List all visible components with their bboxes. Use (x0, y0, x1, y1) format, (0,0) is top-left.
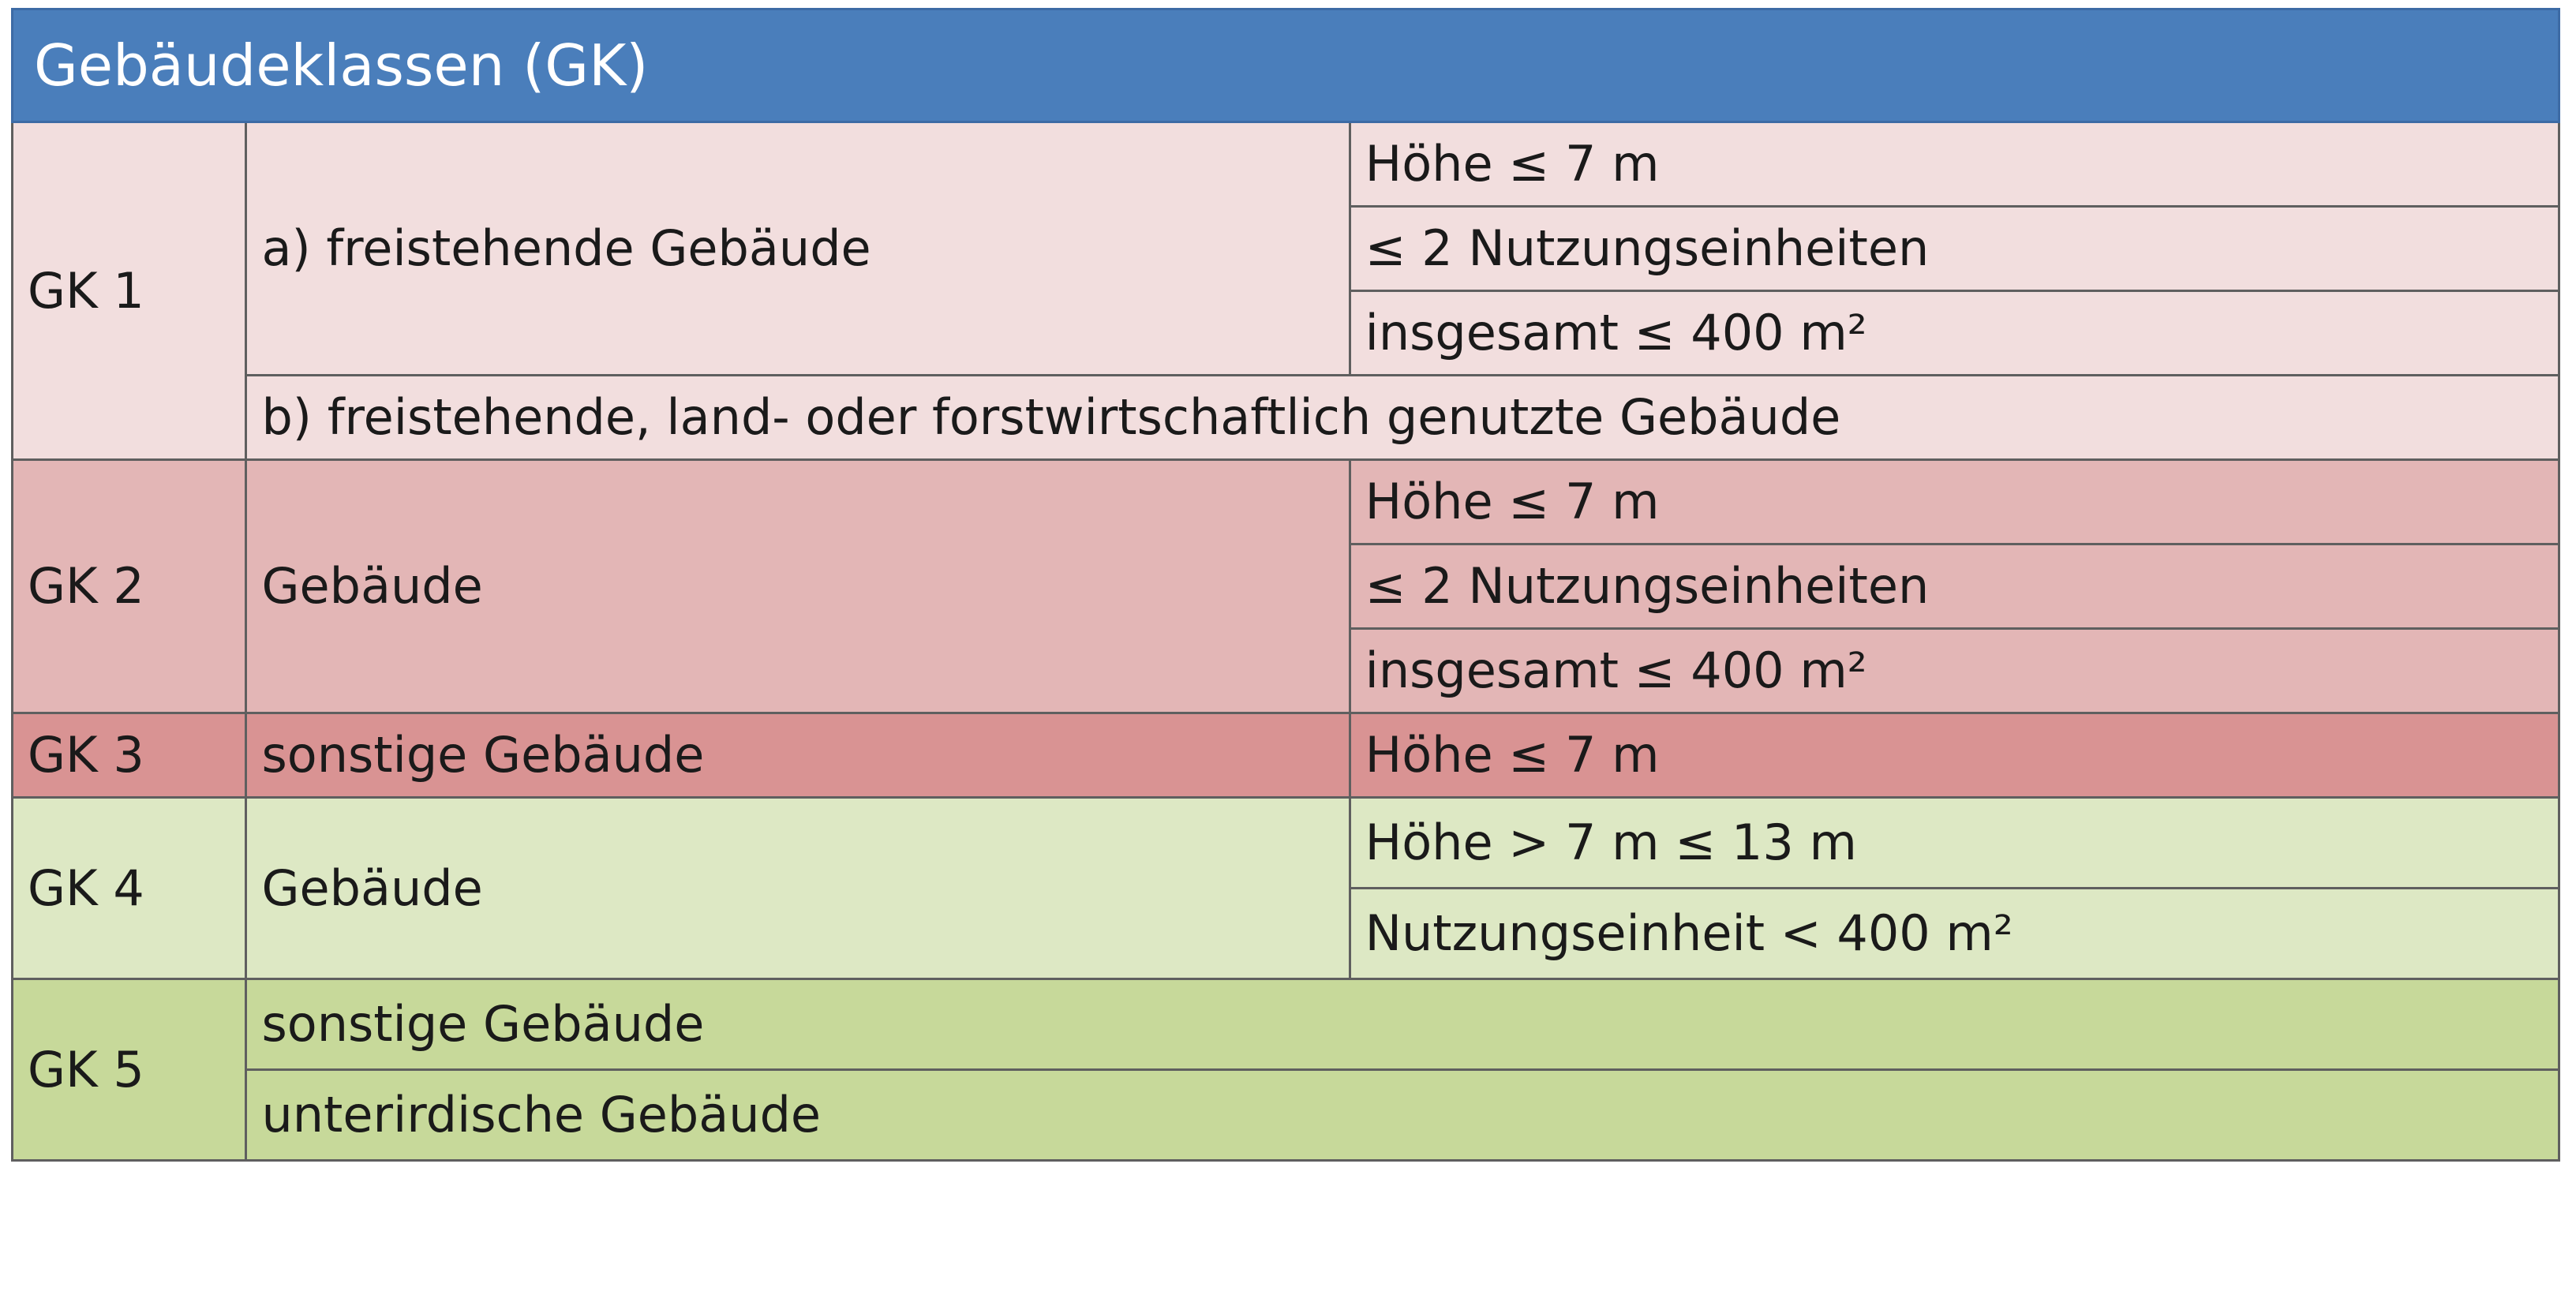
table-row (13, 122, 2559, 207)
gk2-criterion-3: insgesamt ≤ 400 m² (1350, 629, 2559, 713)
gk2-criterion-1: Höhe ≤ 7 m (1350, 460, 2559, 544)
table-row (13, 979, 2559, 1070)
gebaeudeklassen-table (11, 8, 2560, 1162)
page-title: Gebäudeklassen (GK) (13, 9, 2559, 122)
gk4-criterion-1: Höhe > 7 m ≤ 13 m (1350, 798, 2559, 889)
gk4-criterion-2: Nutzungseinheit < 400 m² (1350, 889, 2559, 979)
gk2-description: Gebäude (246, 460, 1350, 713)
gk1-description-a: a) freistehende Gebäude (246, 122, 1350, 376)
gk3-description: sonstige Gebäude (246, 713, 1350, 798)
gk1-criterion-3: insgesamt ≤ 400 m² (1350, 291, 2559, 376)
gk3-label: GK 3 (13, 713, 246, 798)
gk1-label: GK 1 (13, 122, 246, 460)
gk2-criterion-2: ≤ 2 Nutzungseinheiten (1350, 544, 2559, 629)
gk2-label: GK 2 (13, 460, 246, 713)
table-row (13, 1070, 2559, 1161)
table-row (13, 376, 2559, 460)
table-row (13, 460, 2559, 544)
gk4-description: Gebäude (246, 798, 1350, 979)
table-row (13, 713, 2559, 798)
table-header-row (13, 9, 2559, 122)
gk1-description-b: b) freistehende, land- oder forstwirtschaftlich genutzte Gebäude (246, 376, 2559, 460)
table-row (13, 798, 2559, 889)
gk1-criterion-2: ≤ 2 Nutzungseinheiten (1350, 207, 2559, 291)
gk5-label: GK 5 (13, 979, 246, 1161)
gk3-criterion-1: Höhe ≤ 7 m (1350, 713, 2559, 798)
gebaeudeklassen-table-container (0, 8, 2576, 1291)
gk1-criterion-1: Höhe ≤ 7 m (1350, 122, 2559, 207)
gk5-description-1: sonstige Gebäude (246, 979, 2559, 1070)
gk4-label: GK 4 (13, 798, 246, 979)
gk5-description-2: unterirdische Gebäude (246, 1070, 2559, 1161)
